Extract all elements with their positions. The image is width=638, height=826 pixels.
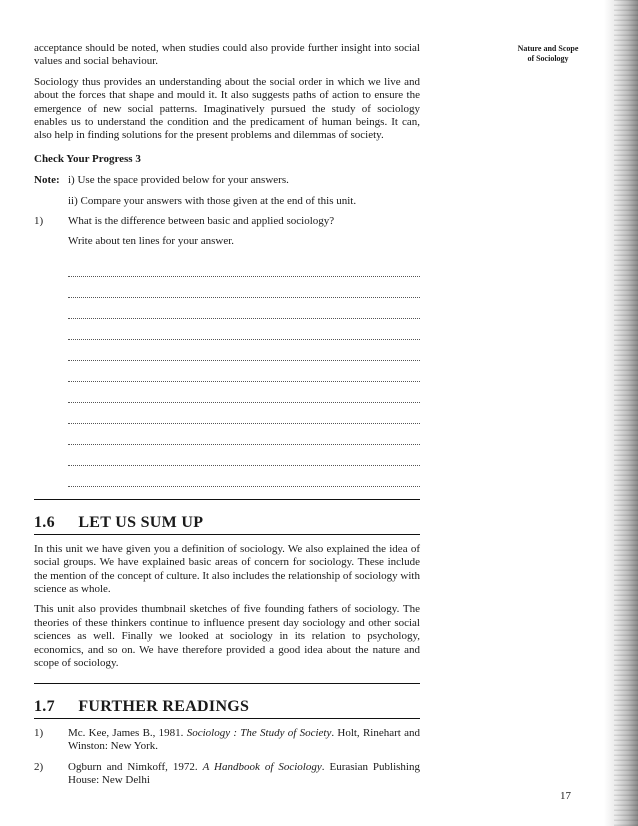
intro-paragraph-2: Sociology thus provides an understanding about the social order in which we live and about the forces that shape and mould it. It also suggests paths of action to ensure the emergence of new social patterns. Imaginatively pursued the study of sociology enables us to understand the condition and the predicament of human beings. It can, also help in finding solutions for the present problems and dilemmas of society. xyxy=(34,75,420,142)
running-header-line2: of Sociology xyxy=(527,54,569,63)
reference-item xyxy=(34,727,420,754)
answer-line[interactable] xyxy=(68,445,420,466)
reference-author: Ogburn and Nimkoff, 1972. xyxy=(68,760,203,773)
reference-title: Sociology : The Study of Society xyxy=(186,726,332,739)
reference-number: 2) xyxy=(34,760,44,773)
section-title: FURTHER READINGS xyxy=(78,697,250,715)
sum-up-paragraph-2: This unit also provides thumbnail sketches of five founding fathers of sociology. The theories of these thinkers continue to influence present day sociology and other social sciences as well. Finally we looked at sociology in its relation to psychology, economics, and so on. We have therefore provided a good idea about the nature and scope of sociology. xyxy=(34,603,420,670)
running-header xyxy=(500,44,596,64)
answer-line[interactable] xyxy=(68,340,420,361)
reference-item xyxy=(34,761,420,788)
reference-publisher: . Eurasian Publishing House: New Delhi xyxy=(68,760,420,787)
main-content xyxy=(34,42,420,795)
answer-line[interactable] xyxy=(68,298,420,319)
sum-up-paragraph-1: In this unit we have given you a definition of sociology. We also explained the idea of social groups. We have explained basic areas of concern for sociology. These include the mention of the concept of culture. It also includes the relationship of sociology with science as whole. xyxy=(34,542,420,596)
question-number: 1) xyxy=(34,214,44,227)
reference-title: A Handbook of Sociology xyxy=(202,760,322,773)
question-text: What is the difference between basic and applied sociology? xyxy=(68,214,335,227)
answer-space[interactable] xyxy=(68,256,420,487)
question-instruction: Write about ten lines for your answer. xyxy=(68,234,235,247)
reference-publisher: . Holt, Rinehart and Winston: New York. xyxy=(68,726,420,753)
answer-line[interactable] xyxy=(68,403,420,424)
page-number: 17 xyxy=(560,790,571,802)
note-item-2: ii) Compare your answers with those given at the end of this unit. xyxy=(68,194,357,207)
check-progress-title: Check Your Progress 3 xyxy=(34,152,141,165)
answer-line[interactable] xyxy=(68,319,420,340)
section-number: 1.6 xyxy=(34,513,55,531)
answer-line[interactable] xyxy=(68,361,420,382)
answer-line[interactable] xyxy=(68,466,420,487)
section-rule xyxy=(34,499,420,500)
section-number: 1.7 xyxy=(34,697,55,715)
answer-line[interactable] xyxy=(68,256,420,277)
reference-text xyxy=(68,727,420,754)
intro-paragraph-1: acceptance should be noted, when studies could also provide further insight into social values and social behaviour. xyxy=(34,42,420,68)
note-item-1: i) Use the space provided below for your answers. xyxy=(68,173,289,186)
section-rule xyxy=(34,683,420,684)
running-header-line1: Nature and Scope xyxy=(517,44,579,53)
answer-line[interactable] xyxy=(68,382,420,403)
question-row xyxy=(34,214,420,228)
note-row xyxy=(34,173,420,187)
page-binding-edge xyxy=(604,0,638,826)
reference-author: Mc. Kee, James B., 1981. xyxy=(68,726,187,739)
section-title: LET US SUM UP xyxy=(78,513,204,531)
reference-text xyxy=(68,761,420,788)
reference-number: 1) xyxy=(34,726,44,739)
answer-line[interactable] xyxy=(68,277,420,298)
section-heading-further-readings xyxy=(34,698,420,719)
note-label: Note: xyxy=(34,173,60,186)
answer-line[interactable] xyxy=(68,424,420,445)
section-heading-sum-up xyxy=(34,514,420,535)
